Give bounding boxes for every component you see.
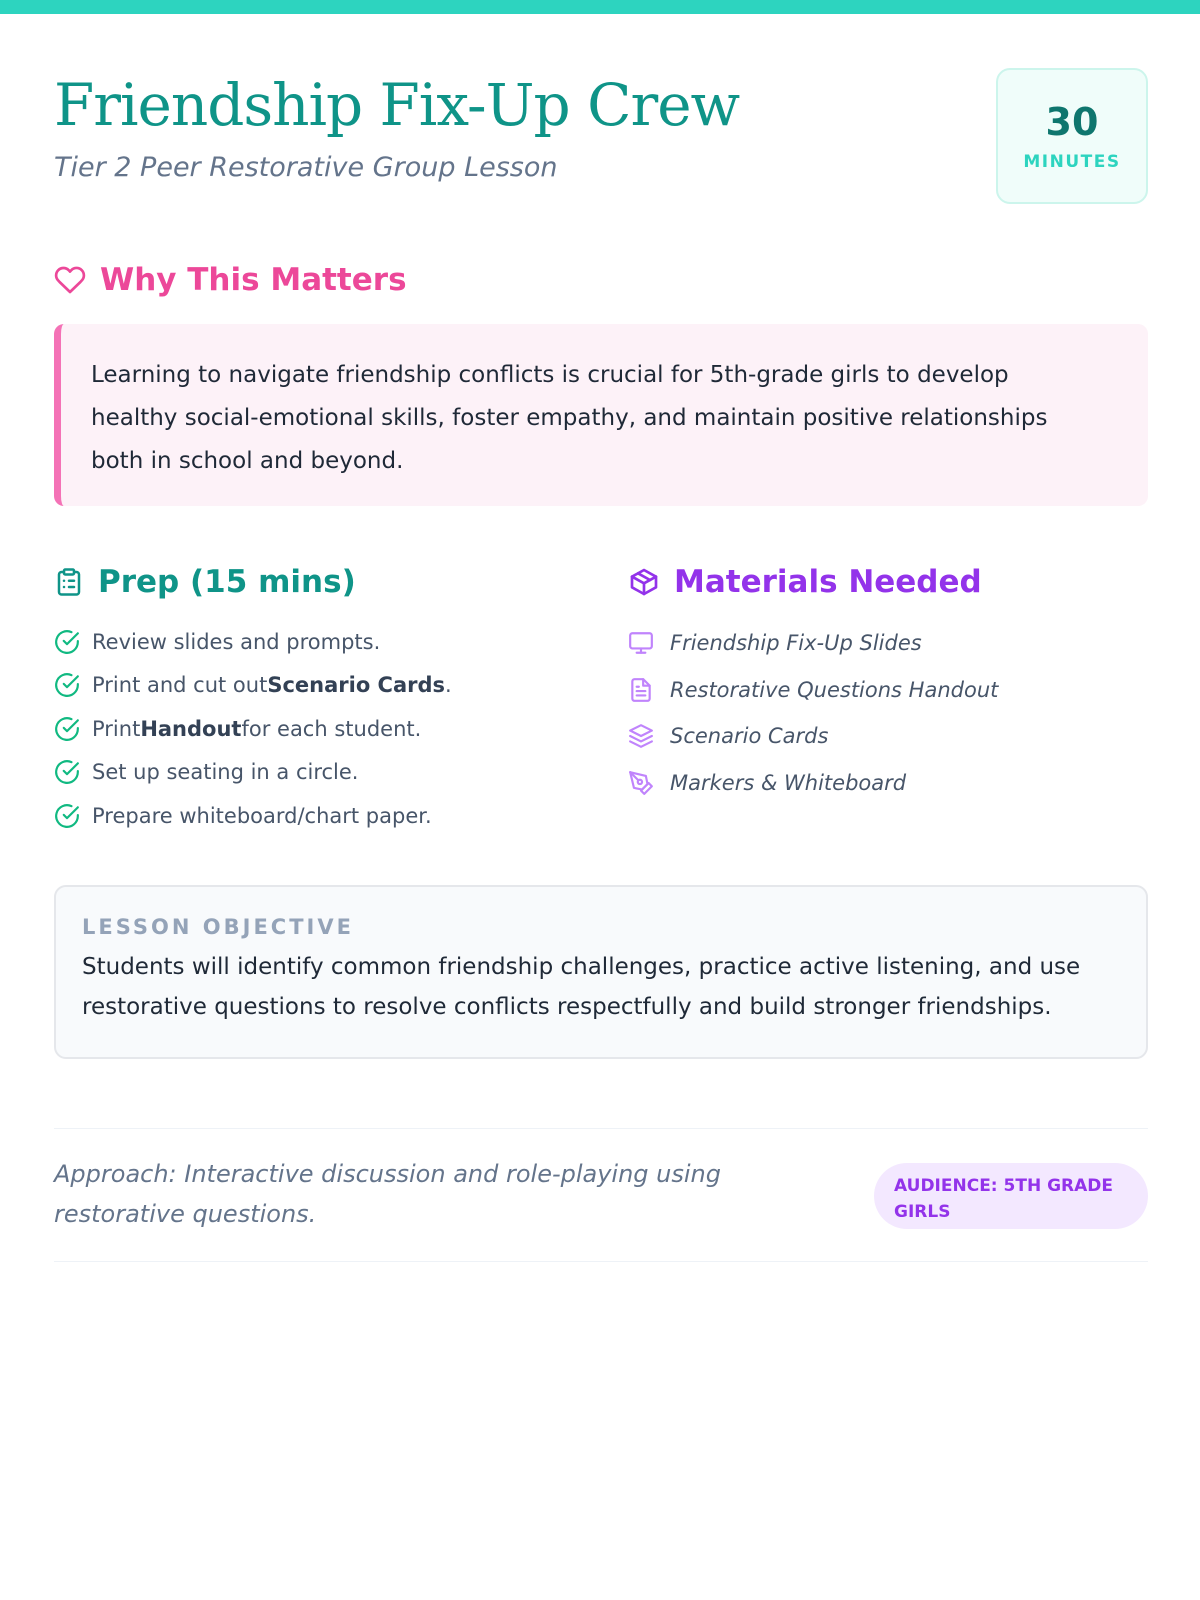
prep-item-tail: . [445, 673, 452, 698]
materials-heading [628, 560, 1148, 604]
material-item [628, 713, 1148, 760]
why-callout [54, 324, 1148, 506]
check-circle-icon [54, 629, 80, 655]
prep-item [54, 620, 614, 664]
prep-item-text: Prepare whiteboard/chart paper. [92, 803, 432, 828]
material-label: Scenario Cards [670, 724, 829, 749]
lesson-objective-card [54, 885, 1148, 1059]
clipboard-list-icon [54, 566, 84, 598]
prep-heading-text: Prep (15 mins) [98, 564, 356, 600]
materials-section [628, 560, 1148, 806]
why-heading-text: Why This Matters [100, 262, 407, 298]
objective-label: LESSON OBJECTIVE [82, 915, 354, 939]
top-accent-bar [0, 0, 1200, 14]
duration-unit: MINUTES [1023, 152, 1121, 172]
lesson-title: Friendship Fix-Up Crew [54, 71, 740, 139]
material-item [628, 620, 1148, 667]
package-icon [628, 566, 660, 598]
prep-section [54, 560, 614, 838]
prep-item-text: Set up seating in a circle. [92, 760, 359, 785]
lesson-footer [54, 1128, 1148, 1262]
material-item [628, 667, 1148, 714]
prep-item [54, 664, 614, 708]
prep-item [54, 794, 614, 838]
prep-item [54, 751, 614, 795]
prep-item [54, 707, 614, 751]
prep-list [54, 620, 614, 838]
material-item [628, 760, 1148, 807]
lesson-header [54, 70, 1148, 210]
check-circle-icon [54, 716, 80, 742]
check-circle-icon [54, 672, 80, 698]
objective-text: Students will identify common friendship challenges, practice active listening, and use restorative questions to resolve conflicts respectfully and build stronger friendships. [82, 954, 1081, 1020]
prep-item-bold: Handout [140, 716, 242, 741]
material-label: Markers & Whiteboard [670, 770, 907, 795]
pen-tool-icon [628, 770, 654, 796]
layers-icon [628, 723, 654, 749]
material-label: Restorative Questions Handout [670, 677, 999, 702]
prep-item-text: Print and cut out [92, 673, 268, 698]
audience-badge: AUDIENCE: 5TH GRADE GIRLS [874, 1163, 1148, 1229]
material-label: Friendship Fix-Up Slides [670, 631, 922, 656]
prep-heading [54, 560, 614, 604]
prep-item-text: Review slides and prompts. [92, 629, 381, 654]
materials-heading-text: Materials Needed [674, 564, 982, 600]
heart-icon [54, 264, 86, 296]
why-body: Learning to navigate friendship conflicts is crucial for 5th-grade girls to develop healthy social-emotional skills, foster empathy, and maintain positive relationships both in school and beyond. [91, 362, 1048, 474]
approach-text: Approach: Interactive discussion and role-playing using restorative questions. [54, 1160, 721, 1228]
document-icon [628, 677, 654, 703]
duration-value: 30 [1045, 100, 1099, 144]
duration-badge [996, 68, 1148, 204]
lesson-subtitle: Tier 2 Peer Restorative Group Lesson [54, 152, 558, 183]
check-circle-icon [54, 803, 80, 829]
monitor-icon [628, 630, 654, 656]
prep-item-bold: Scenario Cards [267, 673, 446, 698]
check-circle-icon [54, 759, 80, 785]
why-section-heading [54, 260, 407, 300]
prep-item-tail: for each student. [241, 716, 422, 741]
materials-list [628, 620, 1148, 806]
prep-item-text: Print [92, 716, 141, 741]
